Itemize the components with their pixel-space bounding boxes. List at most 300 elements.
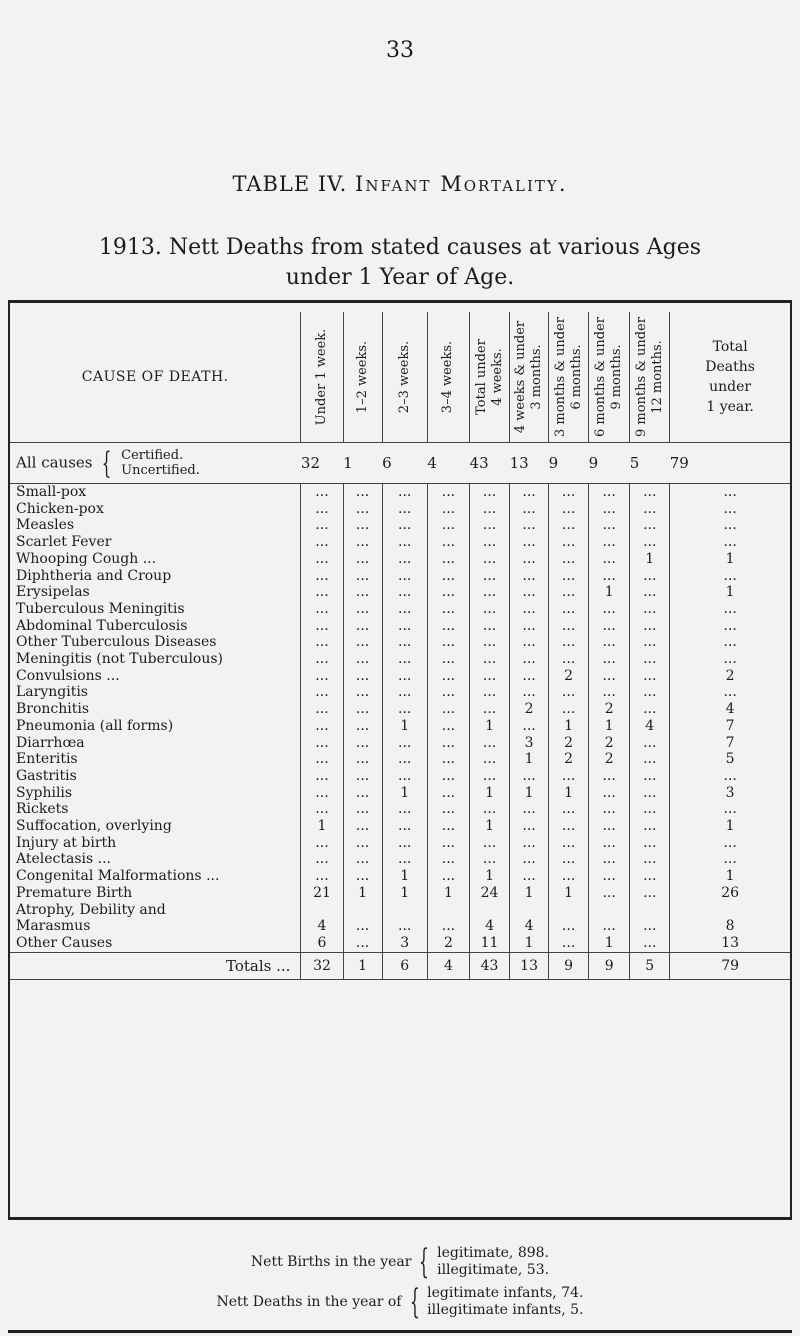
cell-value: ... (549, 517, 589, 534)
cell-value: ... (589, 668, 630, 685)
cell-value: ... (510, 651, 549, 668)
cell-value: 1 (343, 885, 382, 902)
table-row (10, 835, 790, 852)
cell-value: ... (301, 785, 343, 802)
cell-value: ... (510, 851, 549, 868)
cell-value: ... (589, 501, 630, 518)
cell-value: 2 (589, 751, 630, 768)
cell-value: ... (301, 634, 343, 651)
subtitle-line-2: under 1 Year of Age. (285, 265, 515, 290)
page-number: 33 (386, 38, 414, 63)
cell-value: ... (343, 517, 382, 534)
cell-value: ... (549, 768, 589, 785)
cell-value: 6 (301, 935, 343, 952)
table-row (10, 568, 790, 585)
cell-value: ... (427, 818, 469, 835)
age-header-2: 1–2 weeks. (343, 312, 382, 443)
cell-value: ... (670, 601, 790, 618)
cell-value (343, 902, 382, 919)
cell-value: 3 (510, 735, 549, 752)
cell-value: ... (301, 835, 343, 852)
cell-value: ... (427, 534, 469, 551)
cell-value: ... (470, 484, 510, 501)
cell-value: ... (382, 851, 427, 868)
cell-value: 1 (670, 868, 790, 885)
deaths-illegitimate: illegitimate infants, 5. (427, 1302, 584, 1318)
cell-value: ... (343, 684, 382, 701)
cell-value: ... (589, 484, 630, 501)
cell-value: ... (470, 701, 510, 718)
cell-value: ... (427, 918, 469, 935)
cell-value: ... (301, 651, 343, 668)
cell-value: ... (630, 517, 670, 534)
cell-value: ... (427, 851, 469, 868)
cell-value: 2 (549, 751, 589, 768)
cell-value: ... (470, 551, 510, 568)
totals-value: 43 (470, 952, 510, 979)
cause-label: Convulsions ... (16, 667, 120, 684)
cell-value: ... (549, 935, 589, 952)
table-row (10, 668, 790, 685)
cause-label: Atrophy, Debility and (16, 901, 166, 918)
cell-value: ... (670, 534, 790, 551)
cell-value: ... (549, 868, 589, 885)
cause-label: Scarlet Fever (16, 534, 112, 551)
cell-value: ... (510, 501, 549, 518)
cell-value: ... (382, 651, 427, 668)
cell-value: 1 (470, 718, 510, 735)
cell-value: ... (589, 785, 630, 802)
cell-value: ... (343, 835, 382, 852)
table-title-prefix: TABLE IV. (232, 172, 348, 196)
cell-value: 4 (510, 918, 549, 935)
cell-value: ... (549, 801, 589, 818)
cell-value: 1 (589, 584, 630, 601)
totals-value: 9 (589, 952, 630, 979)
cell-value: ... (549, 568, 589, 585)
table-row (10, 551, 790, 568)
cell-value: ... (427, 551, 469, 568)
cell-value: ... (382, 517, 427, 534)
age-header-8: 6 months & under 9 months. (589, 312, 630, 443)
cell-value: 1 (510, 885, 549, 902)
table-row (10, 618, 790, 635)
cell-value: 7 (670, 718, 790, 735)
cause-label: Injury at birth (16, 834, 117, 851)
cell-value: ... (301, 668, 343, 685)
cell-value: 3 (670, 785, 790, 802)
cause-label: Diarrhœa (16, 734, 85, 751)
cell-value: ... (301, 601, 343, 618)
age-header-4: 3–4 weeks. (427, 312, 469, 443)
cell-value: ... (427, 634, 469, 651)
table-row (10, 701, 790, 718)
cell-value: ... (427, 768, 469, 785)
cell-value: ... (301, 484, 343, 501)
table-row (10, 902, 790, 919)
cell-value: ... (630, 568, 670, 585)
cell-value: 2 (670, 668, 790, 685)
cell-value: ... (510, 568, 549, 585)
cell-value: ... (630, 584, 670, 601)
cell-value: ... (301, 568, 343, 585)
cell-value: ... (382, 534, 427, 551)
cell-value: ... (382, 701, 427, 718)
cell-value: ... (510, 551, 549, 568)
cell-value: ... (510, 634, 549, 651)
cause-label: Other Tuberculous Diseases (16, 634, 217, 651)
cell-value: ... (589, 835, 630, 852)
age-header-5: Total under 4 weeks. (470, 312, 510, 443)
cell-value: ... (427, 801, 469, 818)
cell-value: 7 (670, 735, 790, 752)
cell-value: 1 (670, 584, 790, 601)
cell-value: ... (382, 618, 427, 635)
births-legitimate: legitimate, 898. (437, 1245, 550, 1261)
cell-value: ... (589, 768, 630, 785)
cell-value: ... (549, 851, 589, 868)
cell-value: ... (549, 584, 589, 601)
cell-value: ... (343, 718, 382, 735)
cell-value: ... (549, 551, 589, 568)
cell-value: ... (427, 868, 469, 885)
all-causes-value: 4 (427, 454, 437, 472)
cause-label: Marasmus (16, 918, 91, 935)
cell-value: 1 (549, 718, 589, 735)
totals-value: 13 (510, 952, 549, 979)
uncertified-label: Uncertified. (121, 463, 200, 478)
totals-value: 79 (670, 952, 790, 979)
table-row (10, 684, 790, 701)
table-row (10, 634, 790, 651)
cell-value: 4 (470, 918, 510, 935)
cell-value: ... (630, 918, 670, 935)
cell-value: ... (470, 851, 510, 868)
cell-value: 24 (470, 885, 510, 902)
cell-value: 1 (382, 885, 427, 902)
infant-mortality-table (10, 312, 790, 980)
age-header-9: 9 months & under 12 months. (630, 312, 670, 443)
cause-label: Small-pox (16, 484, 87, 500)
cell-value: ... (470, 768, 510, 785)
cell-value: ... (343, 851, 382, 868)
cell-value: ... (670, 501, 790, 518)
cell-value: ... (470, 568, 510, 585)
cell-value: ... (510, 668, 549, 685)
cell-value: ... (382, 501, 427, 518)
cell-value: ... (301, 851, 343, 868)
totals-value: 5 (630, 952, 670, 979)
cell-value: ... (343, 501, 382, 518)
cell-value: ... (427, 751, 469, 768)
table-row (10, 851, 790, 868)
cell-value: ... (427, 618, 469, 635)
cell-value: 2 (427, 935, 469, 952)
footer-rule (8, 1330, 792, 1333)
table-row (10, 718, 790, 735)
cell-value: ... (510, 484, 549, 501)
cell-value: 11 (470, 935, 510, 952)
cell-value: ... (427, 517, 469, 534)
cell-value: ... (343, 735, 382, 752)
cell-value: ... (589, 618, 630, 635)
cell-value: ... (549, 601, 589, 618)
table-row (10, 517, 790, 534)
cell-value: ... (630, 735, 670, 752)
cell-value: ... (470, 534, 510, 551)
cell-value: ... (382, 551, 427, 568)
cell-value: ... (510, 584, 549, 601)
cause-label: Laryngitis (16, 684, 88, 701)
table-row (10, 651, 790, 668)
cell-value: ... (382, 584, 427, 601)
cell-value: 1 (301, 818, 343, 835)
deaths-label: Nett Deaths in the year of (216, 1294, 402, 1310)
all-causes-value: 79 (669, 454, 689, 472)
table-row (10, 801, 790, 818)
cell-value: ... (630, 501, 670, 518)
cell-value: ... (589, 684, 630, 701)
cell-value: ... (301, 618, 343, 635)
cell-value: ... (470, 801, 510, 818)
cell-value: ... (589, 534, 630, 551)
cell-value: ... (301, 517, 343, 534)
table-row (10, 751, 790, 768)
cause-label: Diphtheria and Croup (16, 567, 172, 584)
cell-value: ... (549, 835, 589, 852)
cell-value: ... (427, 684, 469, 701)
cell-value: 4 (630, 718, 670, 735)
totals-value: 1 (343, 952, 382, 979)
all-causes-value: 43 (469, 454, 489, 472)
cell-value: 1 (382, 718, 427, 735)
age-header-3: 2–3 weeks. (382, 312, 427, 443)
cell-value: ... (301, 768, 343, 785)
cell-value: ... (427, 601, 469, 618)
cell-value: ... (670, 684, 790, 701)
cell-value: ... (670, 568, 790, 585)
cause-label: Chicken-pox (16, 500, 104, 517)
cell-value: ... (549, 684, 589, 701)
cell-value: ... (589, 551, 630, 568)
cell-value: ... (427, 651, 469, 668)
cell-value: ... (470, 601, 510, 618)
cell-value: ... (510, 517, 549, 534)
cell-value: 1 (630, 551, 670, 568)
cause-label: Tuberculous Meningitis (16, 600, 185, 617)
cell-value: ... (382, 568, 427, 585)
cell-value: ... (382, 668, 427, 685)
all-causes-value: 9 (548, 454, 559, 472)
cell-value: ... (510, 818, 549, 835)
cell-value: ... (670, 768, 790, 785)
cell-value: ... (343, 868, 382, 885)
table-row (10, 935, 790, 952)
age-header-6: 4 weeks & under 3 months. (510, 312, 549, 443)
cause-label: Atelectasis ... (16, 851, 111, 868)
cell-value: ... (427, 668, 469, 685)
cell-value (382, 902, 427, 919)
age-header-1: Under 1 week. (301, 312, 343, 443)
cause-label: Whooping Cough ... (16, 550, 157, 567)
cell-value: 1 (510, 935, 549, 952)
cell-value: ... (510, 601, 549, 618)
all-causes-row (10, 443, 790, 484)
cell-value: ... (343, 768, 382, 785)
cell-value: 1 (470, 785, 510, 802)
table-row (10, 785, 790, 802)
cell-value: ... (589, 601, 630, 618)
cell-value: ... (630, 634, 670, 651)
cell-value: 1 (670, 818, 790, 835)
cell-value: ... (427, 501, 469, 518)
cell-value: ... (382, 484, 427, 501)
cell-value: 1 (470, 818, 510, 835)
cell-value: ... (630, 684, 670, 701)
cause-label: Erysipelas (16, 584, 90, 601)
total-header: Total Deaths under 1 year. (670, 312, 790, 443)
cell-value: ... (670, 851, 790, 868)
table-row (10, 601, 790, 618)
cell-value: ... (630, 801, 670, 818)
cell-value: ... (630, 868, 670, 885)
all-causes-label: All causes { Certified. Uncertified. (16, 445, 200, 481)
cell-value: 1 (549, 885, 589, 902)
cell-value: ... (382, 751, 427, 768)
cell-value: ... (427, 568, 469, 585)
cell-value: 3 (382, 935, 427, 952)
cell-value: ... (427, 484, 469, 501)
cell-value (470, 902, 510, 919)
cell-value: 5 (670, 751, 790, 768)
cell-value (427, 902, 469, 919)
cell-value: ... (301, 684, 343, 701)
cell-value: ... (510, 835, 549, 852)
cell-value: ... (343, 634, 382, 651)
cell-value: ... (589, 818, 630, 835)
cell-value: ... (301, 751, 343, 768)
cell-value: 8 (670, 918, 790, 935)
births-label: Nett Births in the year (250, 1254, 412, 1270)
all-causes-value: 1 (343, 454, 353, 472)
cell-value: 1 (510, 751, 549, 768)
cell-value: ... (343, 568, 382, 585)
cell-value: ... (589, 568, 630, 585)
cell-value: ... (630, 768, 670, 785)
cell-value: ... (301, 868, 343, 885)
cell-value: ... (470, 835, 510, 852)
cell-value: ... (301, 701, 343, 718)
cell-value: ... (510, 684, 549, 701)
cell-value: ... (589, 918, 630, 935)
cell-value: 4 (301, 918, 343, 935)
cell-value: ... (549, 701, 589, 718)
cell-value: 13 (670, 935, 790, 952)
cell-value: ... (382, 735, 427, 752)
table-row (10, 918, 790, 935)
cell-value: ... (670, 651, 790, 668)
cell-value: ... (470, 501, 510, 518)
cell-value: ... (382, 801, 427, 818)
cause-label: Suffocation, overlying (16, 818, 172, 835)
totals-label: Totals ... (10, 952, 301, 979)
table-body (10, 443, 790, 980)
all-causes-value: 5 (629, 454, 640, 472)
cell-value: 1 (427, 885, 469, 902)
cell-value: ... (510, 534, 549, 551)
cell-value: ... (382, 634, 427, 651)
cell-value: ... (670, 618, 790, 635)
cell-value: ... (427, 584, 469, 601)
certified-label: Certified. (121, 448, 184, 463)
cell-value: ... (343, 601, 382, 618)
cell-value: 26 (670, 885, 790, 902)
cell-value (549, 902, 589, 919)
cell-value: ... (670, 801, 790, 818)
cell-value: ... (470, 751, 510, 768)
cell-value: ... (630, 818, 670, 835)
totals-row (10, 952, 790, 979)
table-row (10, 768, 790, 785)
table-row (10, 818, 790, 835)
cell-value: ... (549, 618, 589, 635)
cell-value: ... (427, 785, 469, 802)
cell-value: ... (670, 835, 790, 852)
cell-value: 2 (589, 735, 630, 752)
cell-value: ... (630, 851, 670, 868)
cell-value: ... (549, 634, 589, 651)
table-title-main: Infant Mortality. (355, 172, 568, 196)
cell-value: ... (630, 751, 670, 768)
cause-label: Congenital Malformations ... (16, 868, 220, 885)
cell-value: ... (549, 651, 589, 668)
cell-value: ... (549, 534, 589, 551)
age-header-7: 3 months & under 6 months. (549, 312, 589, 443)
cause-label: Gastritis (16, 767, 77, 784)
cause-label: Pneumonia (all forms) (16, 717, 174, 734)
table-row (10, 735, 790, 752)
cell-value: ... (382, 684, 427, 701)
cell-value: ... (470, 584, 510, 601)
cause-label: Meningitis (not Tuberculous) (16, 651, 224, 668)
cell-value: ... (630, 601, 670, 618)
cell-value: ... (343, 618, 382, 635)
cell-value: 1 (510, 785, 549, 802)
cell-value: ... (343, 484, 382, 501)
cell-value: ... (549, 484, 589, 501)
cell-value: ... (343, 785, 382, 802)
cell-value: 1 (382, 785, 427, 802)
table-row (10, 534, 790, 551)
cause-label: Measles (16, 517, 75, 534)
cell-value: ... (301, 718, 343, 735)
cell-value: ... (382, 818, 427, 835)
cell-value (301, 902, 343, 919)
cell-value: ... (589, 868, 630, 885)
births-note: Nett Births in the year { legitimate, 898. illegitimate, 53. (250, 1242, 550, 1282)
cell-value: ... (470, 735, 510, 752)
cell-value: ... (427, 701, 469, 718)
cell-value: 1 (470, 868, 510, 885)
cell-value: ... (589, 651, 630, 668)
cell-value: ... (630, 935, 670, 952)
totals-value: 4 (427, 952, 469, 979)
cell-value: ... (670, 484, 790, 501)
cell-value: ... (549, 918, 589, 935)
cell-value: ... (589, 517, 630, 534)
cell-value: ... (510, 618, 549, 635)
cell-value: ... (382, 918, 427, 935)
